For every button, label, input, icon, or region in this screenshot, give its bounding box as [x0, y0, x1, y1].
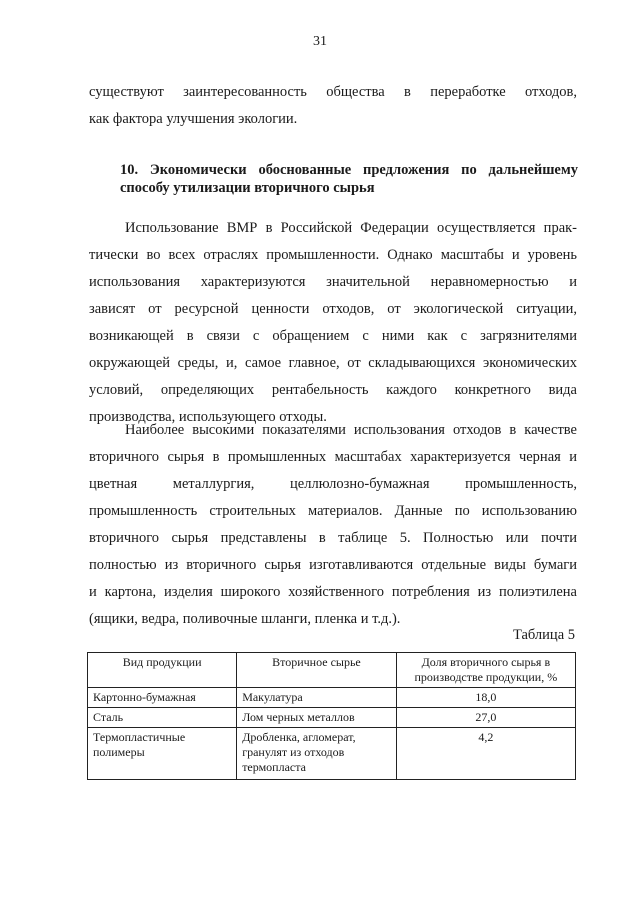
cell-product: Сталь [88, 708, 237, 728]
paragraph-line: условий, определяющих рентабельность каждого конкретного вида [89, 382, 577, 398]
paragraph-line: зависят от ресурсной ценности отходов, от экологической ситуации, [89, 301, 577, 317]
heading-line: способу утилизации вторичного сырья [120, 180, 375, 196]
page-number: 31 [313, 34, 327, 49]
cell-product: Картонно-бумажная [88, 688, 237, 708]
paragraph-line: промышленность строительных материалов. Данные по использованию [89, 503, 577, 519]
table-row [88, 708, 576, 728]
cell-material: Лом черных металлов [237, 708, 397, 728]
cell-share: 18,0 [396, 688, 575, 708]
paragraph-line: (ящики, ведра, поливочные шланги, пленка и т.д.). [89, 611, 401, 627]
cell-product: Термопластичные полимеры [88, 728, 237, 780]
header-product-type: Вид продукции [88, 653, 237, 688]
intro-line: как фактора улучшения экологии. [89, 111, 298, 127]
paragraph-line: полностью из вторичного сырья изготавливаются отдельные виды бумаги [89, 557, 577, 573]
heading-line: 10. Экономически обоснованные предложения по дальнейшему [120, 162, 578, 178]
cell-material: Дробленка, агломерат, гранулят из отходов термопласта [237, 728, 397, 780]
cell-share: 27,0 [396, 708, 575, 728]
table-caption: Таблица 5 [512, 627, 575, 643]
cell-material: Макулатура [237, 688, 397, 708]
paragraph-line: вторичного сырья в промышленных масштабах характеризуется черная и [89, 449, 577, 465]
paragraph-vmr-usage [89, 215, 577, 431]
header-secondary-raw-material: Вторичное сырье [237, 653, 397, 688]
paragraph-line: возникающей в связи с обращением с ними как с загрязнителями [89, 328, 577, 344]
table-row [88, 728, 576, 780]
paragraph-line: окружающей среды, и, самое главное, от складывающихся экономических [89, 355, 577, 371]
intro-line: существуют заинтересованность общества в переработке отходов, [89, 84, 577, 100]
paragraph-line: тически во всех отраслях промышленности. Однако масштабы и уровень [89, 247, 577, 263]
header-share-percent: Доля вторичного сырья в производстве продукции, % [396, 653, 575, 688]
table-header-row [88, 653, 576, 688]
paragraph-line: цветная металлургия, целлюлозно-бумажная промышленность, [89, 476, 577, 492]
table-row [88, 688, 576, 708]
intro-paragraph [89, 79, 577, 133]
paragraph-industry-indicators [89, 417, 577, 633]
section-heading [120, 161, 578, 197]
cell-share: 4,2 [396, 728, 575, 780]
paragraph-line: использования характеризуются значительной неравномерностью и [89, 274, 577, 290]
secondary-raw-materials-table [87, 652, 576, 780]
paragraph-line: производства, использующего отходы. [89, 409, 327, 425]
paragraph-line: Использование ВМР в Российской Федерации осуществляется прак- [125, 220, 577, 236]
paragraph-line: вторичного сырья представлены в таблице 5. Полностью или почти [89, 530, 577, 546]
paragraph-line: и картона, изделия широкого хозяйственного потребления из полиэтилена [89, 584, 577, 600]
paragraph-line: Наиболее высокими показателями использования отходов в качестве [125, 422, 577, 438]
